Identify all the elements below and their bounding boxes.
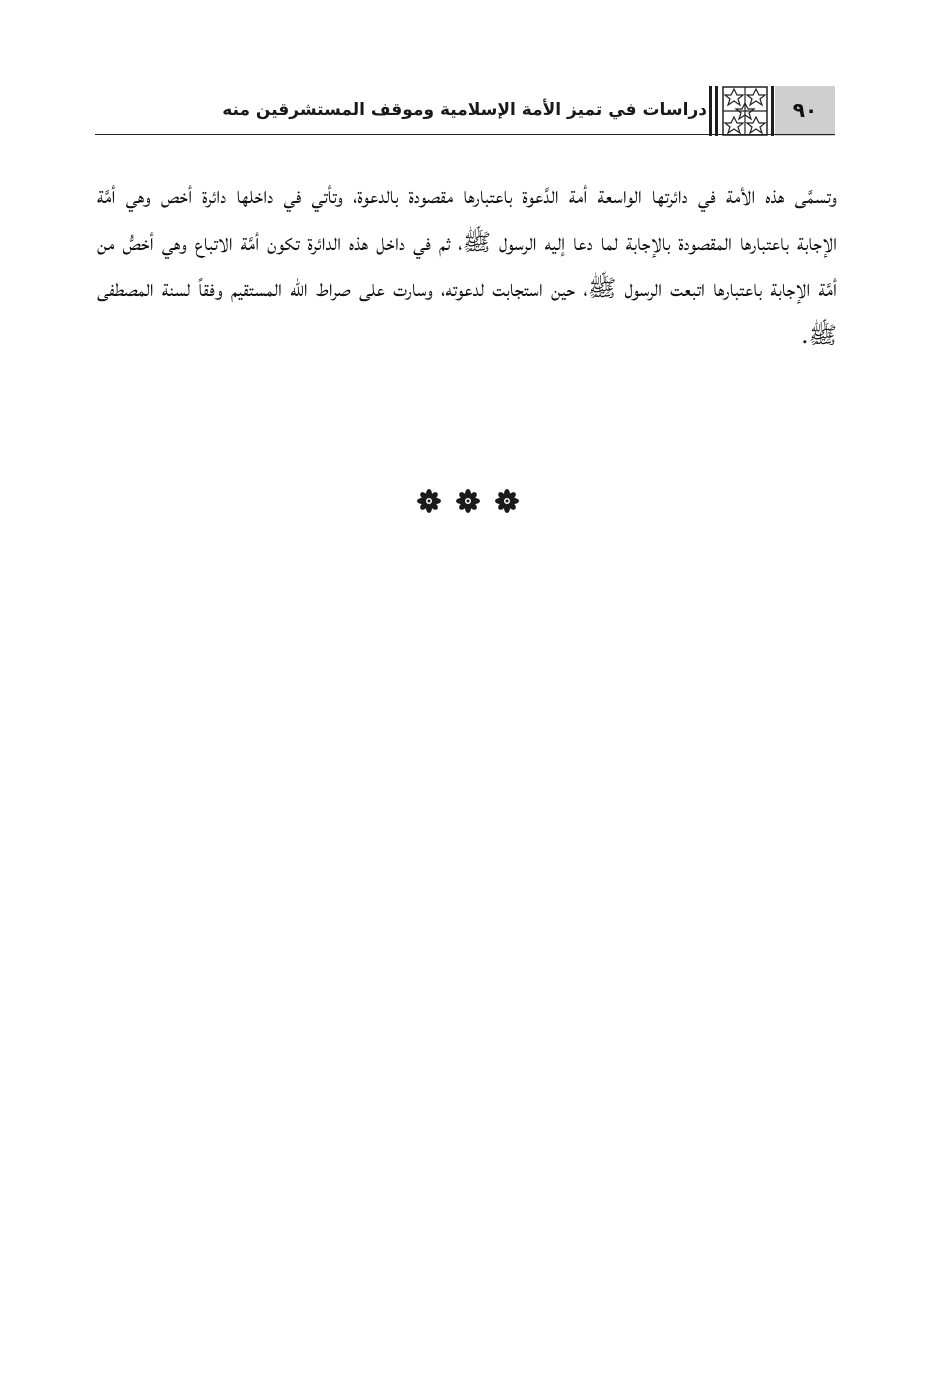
page-number: ٩٠ — [792, 98, 818, 122]
header-divider-bar — [715, 86, 718, 136]
header-divider-bar — [771, 86, 774, 136]
header-divider-bar — [709, 86, 712, 136]
flower-asterisk-icon — [455, 488, 481, 514]
section-separator — [0, 488, 945, 528]
page-number-box — [775, 86, 835, 136]
running-title: دراسات في تميز الأمة الإسلامية وموقف المستشرقين منه — [222, 100, 707, 120]
header-rule — [95, 134, 835, 135]
page-header — [95, 86, 835, 138]
flower-asterisk-icon — [416, 488, 442, 514]
body-paragraph: وتسمَّى هذه الأمة في دائرتها الواسعة أمة الدَّعوة باعتبارها مقصودة بالدعوة، وتأتي في داخلها دائرة أخص وهي أمَّة الإجابة باعتبارها المقصودة بالإجابة لما دعا إليه الرسول ﷺ، ثم في داخل هذه الدائرة تكون أمَّة الاتباع وهي أخصُّ من أمَّة الإجابة باعتبارها اتبعت الرسول ﷺ، حين استجابت لدعوته، وسارت على صراط الله المستقيم وفقاً لسنة المصطفى ﷺ. — [97, 181, 837, 349]
flower-asterisk-icon — [494, 488, 520, 514]
geometric-star-pattern-icon — [722, 86, 768, 136]
